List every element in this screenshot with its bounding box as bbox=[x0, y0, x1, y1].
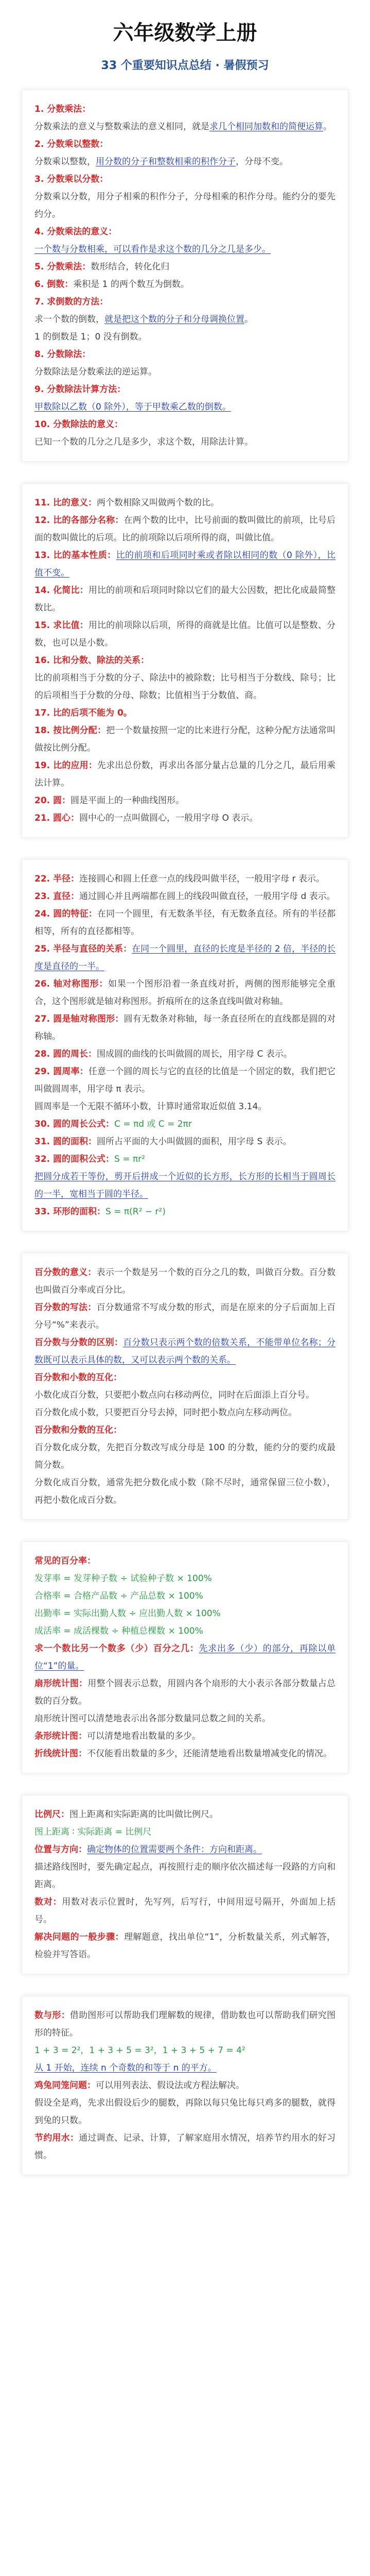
point-text: 求几个相同加数和的简便运算 bbox=[209, 122, 323, 132]
knowledge-paragraph bbox=[34, 2059, 336, 2077]
point-heading: 11. 比的意义： bbox=[34, 498, 97, 508]
knowledge-paragraph bbox=[34, 328, 336, 346]
point-heading: 百分数和分数的互化： bbox=[34, 1425, 122, 1435]
point-heading: 4. 分数乘法的意义： bbox=[34, 227, 117, 237]
knowledge-paragraph bbox=[34, 1168, 336, 1203]
point-text: 圆有无数条对称轴，每一条直径所在的直线都是圆的对称轴。 bbox=[34, 1014, 336, 1042]
knowledge-paragraph bbox=[34, 1010, 336, 1045]
point-heading: 数与形： bbox=[34, 2010, 70, 2021]
point-heading: 条形统计图： bbox=[34, 1731, 87, 1741]
point-heading: 19. 比的应用： bbox=[34, 760, 97, 771]
point-heading: 33. 环形的面积： bbox=[34, 1207, 106, 1217]
knowledge-paragraph bbox=[34, 433, 336, 451]
knowledge-paragraph bbox=[34, 1063, 336, 1098]
point-text: 把圆分成若干等份，剪开后拼成一个近似的长方形，长方形的长相当于圆周长的一半，宽相当于圆的半径。 bbox=[34, 1172, 336, 1199]
point-heading: 24. 圆的特征： bbox=[34, 909, 97, 919]
point-text: 在同一个圆里，直径的长度是半径的 2 倍，半径的长度是直径的一半。 bbox=[34, 944, 336, 972]
knowledge-paragraph bbox=[34, 241, 336, 258]
point-text: 从 1 开始，连续 n 个奇数的和等于 n 的平方。 bbox=[34, 2063, 217, 2073]
point-heading: 30. 圆的周长公式： bbox=[34, 1119, 115, 1129]
point-text: 圆是平面上的一种曲线图形。 bbox=[71, 795, 185, 806]
point-text: 圆所占平面的大小叫做圆的面积，用字母 S 表示。 bbox=[97, 1137, 292, 1147]
point-text: 围成圆的曲线的长叫做圆的周长，用字母 C 表示。 bbox=[97, 1049, 292, 1059]
point-heading: 17. 比的后项不能为 0。 bbox=[34, 708, 132, 718]
point-heading: 6. 倒数： bbox=[34, 279, 74, 290]
knowledge-paragraph bbox=[34, 223, 336, 241]
point-text: 就是把这个数的分子和分母调换位置 bbox=[104, 314, 244, 325]
point-heading: 百分数与分数的区别： bbox=[34, 1337, 124, 1348]
page-title: 六年级数学上册 bbox=[113, 21, 257, 45]
knowledge-paragraph bbox=[34, 2094, 336, 2129]
point-text: 描述路线图时，要先确定起点，再按照行走的顺序依次描述每一段路的方向和距离。 bbox=[34, 1862, 336, 1890]
point-text: 用比的前项和后项同时除以它们的最大公因数，把比化成最简整数比。 bbox=[34, 585, 336, 613]
knowledge-paragraph bbox=[34, 494, 336, 512]
point-heading: 16. 比和分数、除法的关系： bbox=[34, 655, 150, 666]
point-text: 扇形统计图可以清楚地表示出各部分数量同总数之间的关系。 bbox=[34, 1714, 271, 1724]
knowledge-paragraph bbox=[34, 1622, 336, 1640]
point-heading: 折线统计图： bbox=[34, 1749, 87, 1759]
point-text: 先求出多（少）的部分，再除以单位“1”的量。 bbox=[34, 1643, 336, 1671]
point-heading: 比例尺： bbox=[34, 1809, 69, 1820]
point-heading: 21. 圆心： bbox=[34, 813, 80, 823]
point-heading: 29. 圆周率： bbox=[34, 1066, 89, 1077]
point-text: 借助图形可以帮助我们理解数的规律，借助数也可以帮助我们研究图形的特征。 bbox=[34, 2010, 336, 2038]
knowledge-paragraph bbox=[34, 311, 336, 328]
point-text: 比的前项和后项同时乘或者除以相同的数（0 除外），比值不变。 bbox=[34, 550, 336, 578]
knowledge-paragraph bbox=[34, 1675, 336, 1710]
point-heading: 2. 分数乘以整数： bbox=[34, 139, 109, 149]
point-text: 发芽率 = 发芽种子数 ÷ 试验种子数 × 100% bbox=[34, 1573, 212, 1584]
point-text: 分数除法是分数乘法的逆运算。 bbox=[34, 367, 157, 377]
knowledge-paragraph bbox=[34, 1806, 336, 1823]
knowledge-paragraph bbox=[34, 346, 336, 363]
knowledge-paragraph bbox=[34, 547, 336, 582]
knowledge-paragraph bbox=[34, 704, 336, 722]
point-heading: 位置与方向： bbox=[34, 1844, 87, 1855]
knowledge-paragraph bbox=[34, 617, 336, 652]
knowledge-paragraph bbox=[34, 1587, 336, 1605]
point-text: 圆中心的一点叫做圆心，一般用字母 O 表示。 bbox=[79, 813, 258, 823]
point-text: 两个数相除又叫做两个数的比。 bbox=[97, 498, 220, 508]
point-text: 用整个圆表示总数，用圆内各个扇形的大小表示各部分数量占总数的百分数。 bbox=[34, 1679, 336, 1706]
point-text: 假设全是鸡，先求出假设后少的腿数，再除以每只兔比每只鸡多的腿数，就得到兔的只数。 bbox=[34, 2098, 336, 2126]
knowledge-paragraph bbox=[34, 381, 336, 398]
point-text: 。 bbox=[244, 314, 253, 325]
knowledge-paragraph bbox=[34, 512, 336, 547]
point-text: 1 + 3 = 2²，1 + 3 + 5 = 3²，1 + 3 + 5 + 7 = 4² bbox=[34, 2045, 245, 2056]
knowledge-paragraph bbox=[34, 757, 336, 792]
point-text: ，分母不变。 bbox=[236, 157, 288, 167]
point-text: C = πd 或 C = 2πr bbox=[114, 1119, 192, 1129]
knowledge-paragraph bbox=[34, 1045, 336, 1063]
point-text: 百分数通常不写成分数的形式，而是在原来的分子后面加上百分号“%”来表示。 bbox=[34, 1302, 336, 1330]
point-text: 。 bbox=[323, 122, 332, 132]
point-text: 图上距离和实际距离的比叫做比例尺。 bbox=[69, 1809, 218, 1820]
point-text: 一个数与分数相乘，可以看作是求这个数的几分之几是多少。 bbox=[34, 244, 271, 255]
point-text: 甲数除以乙数（0 除外），等于甲数乘乙数的倒数。 bbox=[34, 402, 231, 412]
point-text: 已知一个数的几分之几是多少，求这个数，用除法计算。 bbox=[34, 437, 253, 447]
point-heading: 解决问题的一般步骤： bbox=[34, 1932, 124, 1942]
knowledge-paragraph bbox=[34, 1928, 336, 1963]
knowledge-paragraph bbox=[34, 1823, 336, 1841]
knowledge-paragraph bbox=[34, 1474, 336, 1509]
point-text: 先求出总份数，再求出各部分量占总量的几分之几，最后用乘法计算。 bbox=[34, 760, 336, 788]
point-text: 1 的倒数是 1；0 没有倒数。 bbox=[34, 332, 147, 342]
point-heading: 14. 化简比： bbox=[34, 585, 89, 596]
knowledge-paragraph bbox=[34, 1745, 336, 1762]
knowledge-paragraph bbox=[34, 940, 336, 975]
knowledge-paragraph bbox=[34, 652, 336, 669]
knowledge-paragraph bbox=[34, 669, 336, 704]
knowledge-paragraph bbox=[34, 398, 336, 416]
point-heading: 25. 半径与直径的关系： bbox=[34, 944, 132, 954]
point-text: 求一个数的倒数， bbox=[34, 314, 104, 325]
knowledge-paragraph bbox=[34, 1841, 336, 1858]
knowledge-paragraph bbox=[34, 1552, 336, 1570]
point-text: 连接圆心和圆上任意一点的线段叫做半径，一般用字母 r 表示。 bbox=[79, 874, 325, 884]
point-text: 任意一个圆的周长与它的直径的比值是一个固定的数，我们把它叫做圆周率，用字母 π 表示。 bbox=[34, 1066, 336, 1094]
point-heading: 12. 比的各部分名称： bbox=[34, 515, 124, 526]
point-heading: 扇形统计图： bbox=[34, 1679, 88, 1689]
knowledge-paragraph bbox=[34, 276, 336, 293]
point-text: 用分数的分子和整数相乘的积作分子 bbox=[96, 157, 236, 167]
point-text: 比的前项相当于分数的分子、除法中的被除数；比号相当于分数线、除号；比的后项相当于分数的分母、除数；比值相当于分数值、商。 bbox=[34, 673, 336, 701]
point-heading: 求一个数比另一个数多（少）百分之几： bbox=[34, 1643, 199, 1654]
knowledge-card bbox=[22, 483, 348, 838]
knowledge-paragraph bbox=[34, 1150, 336, 1168]
knowledge-paragraph bbox=[34, 1710, 336, 1727]
knowledge-paragraph bbox=[34, 135, 336, 153]
knowledge-paragraph bbox=[34, 416, 336, 433]
point-heading: 常见的百分率： bbox=[34, 1556, 96, 1566]
point-text: 圆周率是一个无限不循环小数，计算时通常取近似值 3.14。 bbox=[34, 1101, 267, 1112]
knowledge-paragraph bbox=[34, 975, 336, 1010]
point-text: 在同一个圆里，有无数条半径，有无数条直径。所有的半径都相等，所有的直径都相等。 bbox=[34, 909, 336, 937]
point-text: 合格率 = 合格产品数 ÷ 产品总数 × 100% bbox=[34, 1591, 203, 1601]
point-heading: 1. 分数乘法： bbox=[34, 104, 91, 114]
point-text: S = πr² bbox=[114, 1154, 145, 1164]
point-text: 通过圆心并且两端都在圆上的线段叫做直径，一般用字母 d 表示。 bbox=[79, 891, 336, 902]
point-heading: 18. 按比例分配： bbox=[34, 725, 107, 736]
knowledge-paragraph bbox=[34, 1203, 336, 1221]
sections-container bbox=[15, 90, 355, 2175]
point-heading: 百分数的写法： bbox=[34, 1302, 97, 1313]
knowledge-card bbox=[22, 859, 348, 1231]
knowledge-card bbox=[22, 1541, 348, 1773]
point-text: 分数乘以分数，用分子相乘的积作分子，分母相乘的积作分母。能约分的要先约分。 bbox=[34, 192, 336, 219]
knowledge-card bbox=[22, 90, 348, 462]
knowledge-card bbox=[22, 1253, 348, 1520]
point-text: 如果一个图形沿着一条直线对折，两侧的图形能够完全重合，这个图形就是轴对称图形。折痕所在的这条直线叫做对称轴。 bbox=[34, 979, 336, 1007]
knowledge-paragraph bbox=[34, 100, 336, 118]
point-heading: 节约用水： bbox=[34, 2133, 79, 2143]
knowledge-paragraph bbox=[34, 188, 336, 223]
knowledge-paragraph bbox=[34, 888, 336, 905]
point-text: 通过调查、记录、计算，了解家庭用水情况，培养节约用水的好习惯。 bbox=[34, 2133, 336, 2161]
point-text: 不仅能看出数量的多少，还能清楚地看出数量增减变化的情况。 bbox=[87, 1749, 332, 1759]
knowledge-paragraph bbox=[34, 1439, 336, 1474]
point-heading: 26. 轴对称图形： bbox=[34, 979, 108, 989]
knowledge-paragraph bbox=[34, 363, 336, 381]
knowledge-paragraph bbox=[34, 1115, 336, 1133]
point-text: 在两个数的比中，比号前面的数叫做比的前项，比号后面的数叫做比的后项。比的前项除以后项所得的商，叫做比值。 bbox=[34, 515, 336, 543]
knowledge-paragraph bbox=[34, 2042, 336, 2059]
knowledge-paragraph bbox=[34, 1098, 336, 1115]
point-text: 理解题意，找出单位“1”，分析数量关系，列式解答，检验并写答语。 bbox=[34, 1932, 336, 1960]
knowledge-paragraph bbox=[34, 809, 336, 827]
knowledge-card bbox=[22, 1795, 348, 1974]
knowledge-paragraph bbox=[34, 1640, 336, 1675]
point-text: 确定物体的位置需要两个条件：方向和距离。 bbox=[87, 1844, 262, 1855]
point-heading: 15. 求比值： bbox=[34, 620, 89, 631]
point-heading: 百分数的意义： bbox=[34, 1267, 97, 1278]
knowledge-paragraph bbox=[34, 1858, 336, 1893]
point-text: 乘积是 1 的两个数互为倒数。 bbox=[73, 279, 189, 290]
point-text: 表示一个数是另一个数的百分之几的数，叫做百分数。百分数也叫做百分率或百分比。 bbox=[34, 1267, 336, 1295]
point-heading: 20. 圆： bbox=[34, 795, 71, 806]
point-text: 把一个数量按照一定的比来进行分配，这种分配方法通常叫做按比例分配。 bbox=[34, 725, 336, 753]
knowledge-paragraph bbox=[34, 1727, 336, 1745]
knowledge-paragraph bbox=[34, 118, 336, 135]
point-heading: 13. 比的基本性质： bbox=[34, 550, 116, 561]
point-heading: 22. 半径： bbox=[34, 874, 80, 884]
knowledge-paragraph bbox=[34, 1570, 336, 1587]
point-text: 百分数化成小数，只要把百分号去掉，同时把小数点向左移动两位。 bbox=[34, 1408, 297, 1418]
point-heading: 31. 圆的面积： bbox=[34, 1137, 97, 1147]
point-text: 小数化成百分数，只要把小数点向右移动两位，同时在后面添上百分号。 bbox=[34, 1390, 314, 1400]
point-heading: 28. 圆的周长： bbox=[34, 1049, 97, 1059]
point-heading: 数对： bbox=[34, 1897, 62, 1907]
point-text: 分数乘以整数， bbox=[34, 157, 96, 167]
knowledge-paragraph bbox=[34, 1421, 336, 1439]
knowledge-paragraph bbox=[34, 2129, 336, 2164]
point-text: 出勤率 = 实际出勤人数 ÷ 应出勤人数 × 100% bbox=[34, 1608, 221, 1619]
knowledge-paragraph bbox=[34, 2007, 336, 2042]
knowledge-paragraph bbox=[34, 1893, 336, 1928]
point-text: 可以用列表法、假设法或方程法解决。 bbox=[96, 2080, 244, 2091]
point-heading: 9. 分数除法计算方法： bbox=[34, 384, 126, 395]
knowledge-paragraph bbox=[34, 258, 336, 276]
knowledge-paragraph bbox=[34, 722, 336, 757]
knowledge-card bbox=[22, 1996, 348, 2175]
point-text: 数形结合，转化化归 bbox=[91, 262, 170, 272]
knowledge-paragraph bbox=[34, 1404, 336, 1421]
point-text: 用比的前项除以后项，所得的商就是比值。比值可以是整数、分数，也可以是小数。 bbox=[34, 620, 336, 648]
point-text: 分数乘法的意义与整数乘法的意义相同，就是 bbox=[34, 122, 209, 132]
point-text: 成活率 = 成活棵数 ÷ 种植总棵数 × 100% bbox=[34, 1626, 203, 1636]
point-text: 用数对表示位置时，先写列，后写行，中间用逗号隔开，外面加上括号。 bbox=[34, 1897, 336, 1925]
point-heading: 5. 分数乘法： bbox=[34, 262, 91, 272]
point-heading: 8. 分数除法： bbox=[34, 349, 91, 360]
point-heading: 7. 求倒数的方法： bbox=[34, 297, 109, 307]
knowledge-paragraph bbox=[34, 2077, 336, 2094]
point-heading: 鸡兔同笼问题： bbox=[34, 2080, 96, 2091]
knowledge-paragraph bbox=[34, 582, 336, 617]
point-text: 分数化成百分数，通常先把分数化成小数（除不尽时，通常保留三位小数），再把小数化成百分数。 bbox=[34, 1478, 336, 1505]
knowledge-paragraph bbox=[34, 905, 336, 940]
point-heading: 3. 分数乘以分数： bbox=[34, 174, 109, 184]
knowledge-paragraph bbox=[34, 1369, 336, 1386]
point-text: 图上距离 ∶ 实际距离 = 比例尺 bbox=[34, 1827, 152, 1837]
knowledge-paragraph bbox=[34, 171, 336, 188]
point-text: 百分数只表示两个数的倍数关系，不能带单位名称；分数既可以表示具体的数，又可以表示两个数的关系。 bbox=[34, 1337, 336, 1365]
knowledge-paragraph bbox=[34, 293, 336, 311]
knowledge-paragraph bbox=[34, 1605, 336, 1622]
point-heading: 23. 直径： bbox=[34, 891, 80, 902]
point-heading: 百分数和小数的互化： bbox=[34, 1372, 122, 1383]
knowledge-paragraph bbox=[34, 1133, 336, 1150]
point-heading: 10. 分数除法的意义： bbox=[34, 419, 124, 430]
knowledge-paragraph bbox=[34, 1264, 336, 1299]
knowledge-paragraph bbox=[34, 792, 336, 809]
page-subtitle: 33 个重要知识点总结 · 暑假预习 bbox=[101, 59, 269, 72]
knowledge-paragraph bbox=[34, 1299, 336, 1334]
knowledge-paragraph bbox=[34, 1334, 336, 1369]
point-text: S = π(R² − r²) bbox=[105, 1207, 166, 1217]
knowledge-paragraph bbox=[34, 1386, 336, 1404]
point-text: 百分数化成分数，先把百分数改写成分母是 100 的分数，能约分的要约成最简分数。 bbox=[34, 1443, 336, 1470]
point-text: 可以清楚地看出数量的多少。 bbox=[87, 1731, 201, 1741]
point-heading: 27. 圆是轴对称图形： bbox=[34, 1014, 124, 1024]
knowledge-paragraph bbox=[34, 153, 336, 171]
knowledge-paragraph bbox=[34, 870, 336, 888]
point-heading: 32. 圆的面积公式： bbox=[34, 1154, 115, 1164]
